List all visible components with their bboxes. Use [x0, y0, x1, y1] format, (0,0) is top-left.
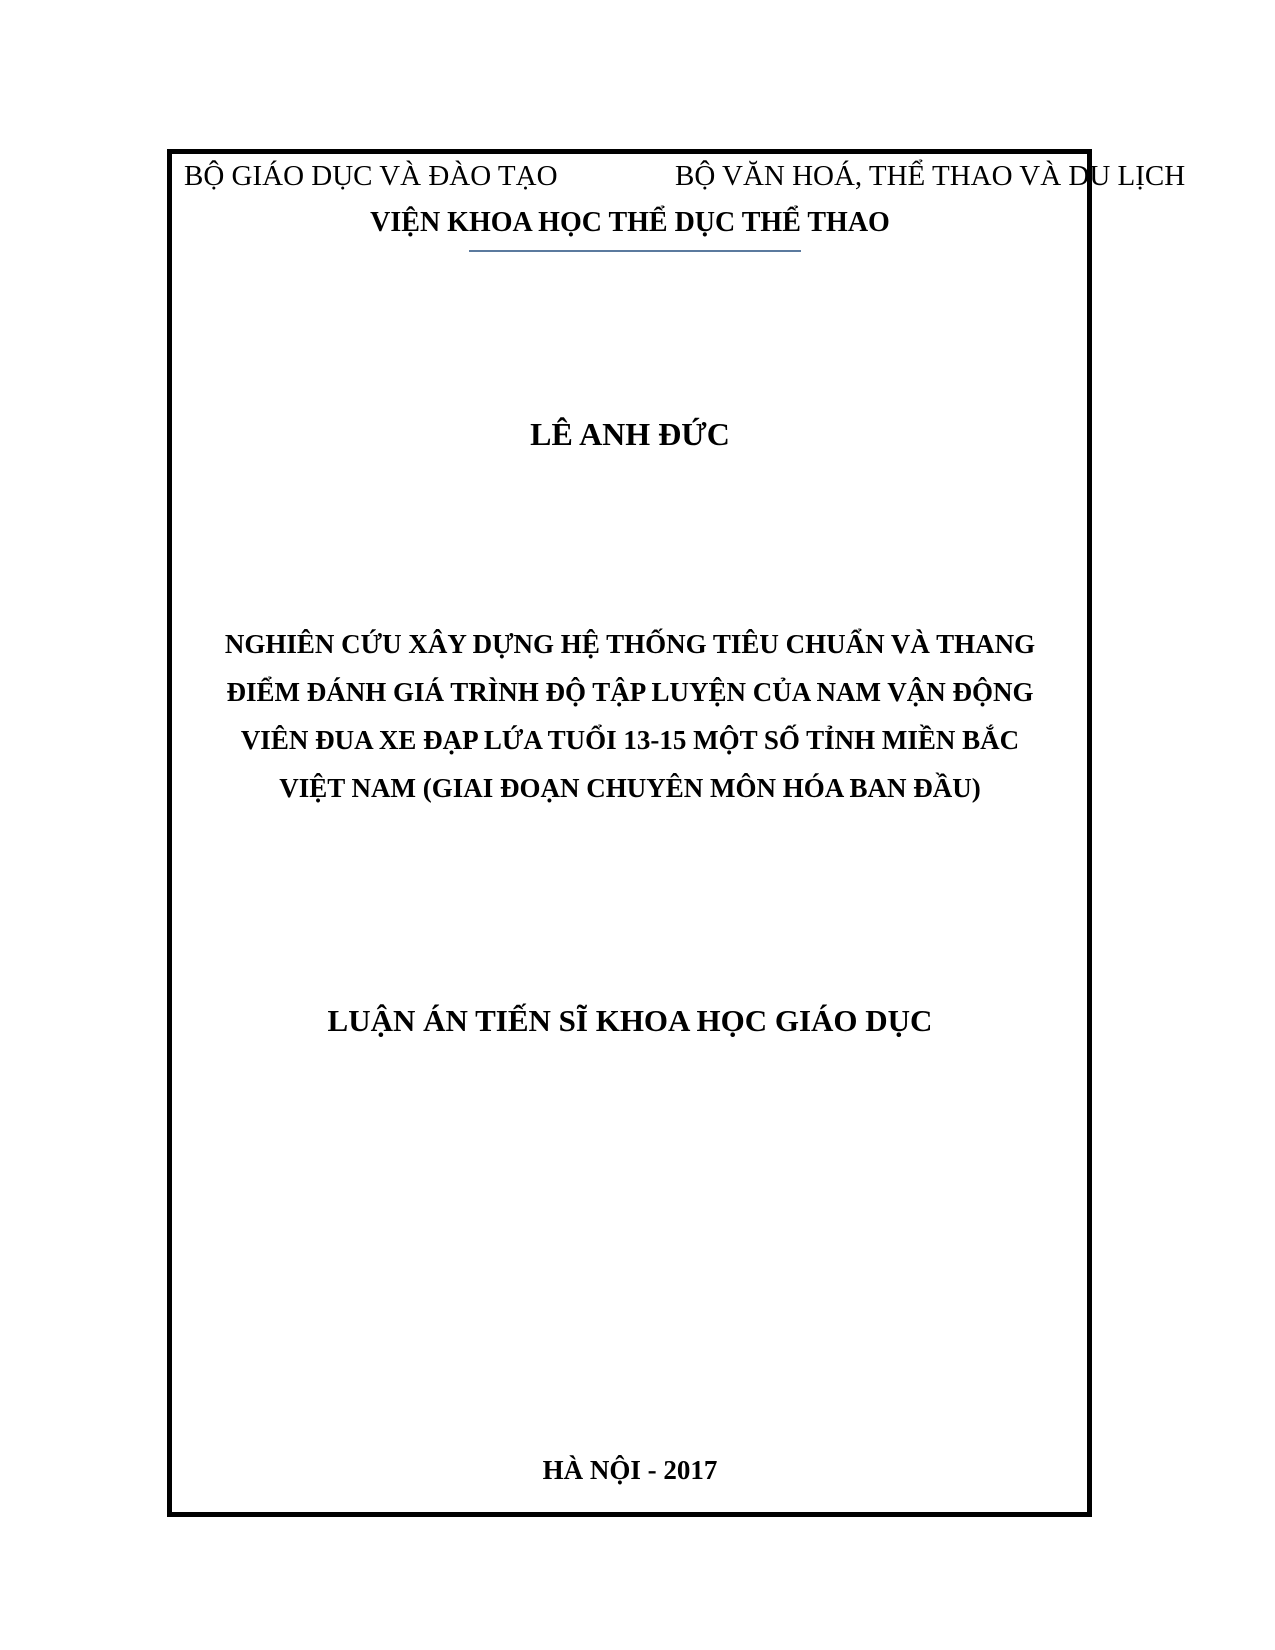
ministry-education-label: BỘ GIÁO DỤC VÀ ĐÀO TẠO: [184, 160, 558, 192]
institute-underline: [469, 250, 801, 252]
institute-name: VIỆN KHOA HỌC THỂ DỤC THỂ THAO: [370, 207, 890, 238]
thesis-title-line: VIÊN ĐUA XE ĐẠP LỨA TUỔI 13-15 MỘT SỐ TỈNH MIỀN BẮC: [240, 725, 1020, 755]
ministry-culture-label: BỘ VĂN HOÁ, THỂ THAO VÀ DU LỊCH: [675, 160, 1186, 192]
author-name: LÊ ANH ĐỨC: [530, 416, 730, 452]
place-year: HÀ NỘI - 2017: [542, 1455, 718, 1485]
thesis-title: [190, 620, 1070, 812]
page-border: [167, 149, 1092, 1517]
thesis-title-line: NGHIÊN CỨU XÂY DỰNG HỆ THỐNG TIÊU CHUẨN VÀ THANG: [224, 629, 1036, 659]
degree-label: LUẬN ÁN TIẾN SĨ KHOA HỌC GIÁO DỤC: [327, 1003, 933, 1038]
thesis-title-line: ĐIỂM ĐÁNH GIÁ TRÌNH ĐỘ TẬP LUYỆN CỦA NAM VẬN ĐỘNG: [226, 677, 1034, 707]
thesis-title-line: VIỆT NAM (GIAI ĐOẠN CHUYÊN MÔN HÓA BAN ĐẦU): [279, 773, 981, 803]
